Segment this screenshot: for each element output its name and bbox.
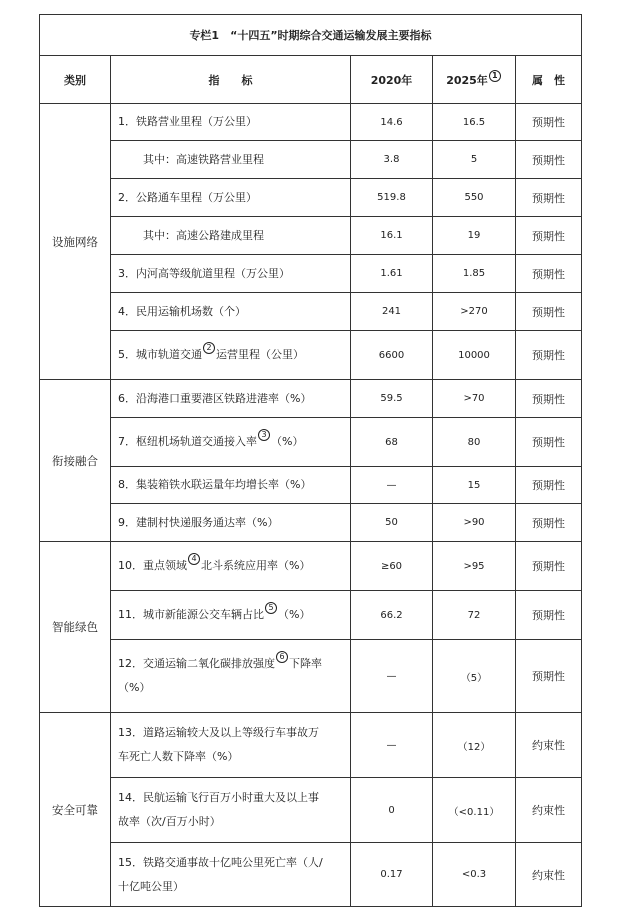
property-cell: 预期性 bbox=[516, 217, 582, 255]
header-category: 类别 bbox=[40, 56, 111, 104]
header-2025 bbox=[433, 56, 516, 104]
property-cell: 预期性 bbox=[516, 141, 582, 179]
table-row bbox=[40, 380, 582, 418]
value-2025: 16.5 bbox=[433, 104, 516, 141]
indicator-text-tail: （%） bbox=[278, 608, 311, 621]
value-2025: >70 bbox=[433, 380, 516, 418]
table-row bbox=[40, 713, 582, 778]
indicator-cell bbox=[111, 778, 351, 843]
indicator-cell: 8．集装箱铁水联运量年均增长率（%） bbox=[111, 467, 351, 504]
footnote-5-marker: 5 bbox=[265, 602, 277, 614]
value-2025: >90 bbox=[433, 504, 516, 542]
value-2020: — bbox=[351, 713, 433, 778]
value-2025: >270 bbox=[433, 293, 516, 331]
value-2025: （12） bbox=[433, 713, 516, 778]
value-2025: 550 bbox=[433, 179, 516, 217]
indicator-text: 10．重点领域 bbox=[118, 559, 187, 572]
value-2020: 0 bbox=[351, 778, 433, 843]
header-2025-label: 2025年 bbox=[446, 73, 488, 87]
property-cell: 预期性 bbox=[516, 504, 582, 542]
property-cell: 预期性 bbox=[516, 542, 582, 591]
header-row bbox=[40, 56, 582, 104]
property-cell: 预期性 bbox=[516, 104, 582, 141]
value-2020: — bbox=[351, 640, 433, 713]
property-cell: 约束性 bbox=[516, 778, 582, 843]
property-cell: 预期性 bbox=[516, 591, 582, 640]
table-row bbox=[40, 255, 582, 293]
header-property: 属 性 bbox=[516, 56, 582, 104]
indicator-cell bbox=[111, 331, 351, 380]
header-indicator: 指 标 bbox=[111, 56, 351, 104]
value-2025: 19 bbox=[433, 217, 516, 255]
value-2020: 14.6 bbox=[351, 104, 433, 141]
indicator-cell bbox=[111, 843, 351, 907]
indicator-table bbox=[39, 14, 582, 907]
value-2020: — bbox=[351, 467, 433, 504]
table-row bbox=[40, 141, 582, 179]
indicator-text: 12．交通运输二氧化碳排放强度 bbox=[118, 657, 275, 670]
indicator-cell: 6．沿海港口重要港区铁路进港率（%） bbox=[111, 380, 351, 418]
value-2025: 72 bbox=[433, 591, 516, 640]
category-smart-green: 智能绿色 bbox=[40, 542, 111, 713]
table-row bbox=[40, 640, 582, 713]
value-2020: 0.17 bbox=[351, 843, 433, 907]
category-infrastructure: 设施网络 bbox=[40, 104, 111, 380]
indicator-cell bbox=[111, 713, 351, 778]
indicator-cell: 其中：高速公路建成里程 bbox=[111, 217, 351, 255]
indicator-text: 13．道路运输较大及以上等级行车事故万 bbox=[118, 726, 319, 739]
footnote-1-marker: 1 bbox=[489, 70, 501, 82]
indicator-cell bbox=[111, 640, 351, 713]
table-row bbox=[40, 843, 582, 907]
indicator-text-line2: 故率（次/百万小时） bbox=[118, 815, 221, 828]
value-2025: （<0.11） bbox=[433, 778, 516, 843]
indicator-text-line2: （%） bbox=[118, 681, 151, 694]
indicator-text-line2: 十亿吨公里） bbox=[118, 879, 184, 893]
footnote-3-marker: 3 bbox=[258, 429, 270, 441]
indicator-text-tail: （%） bbox=[271, 435, 304, 448]
value-2020: 66.2 bbox=[351, 591, 433, 640]
table-row bbox=[40, 467, 582, 504]
indicator-cell: 1．铁路营业里程（万公里） bbox=[111, 104, 351, 141]
footnote-4-marker: 4 bbox=[188, 553, 200, 565]
value-2025: 10000 bbox=[433, 331, 516, 380]
value-2020: 6600 bbox=[351, 331, 433, 380]
indicator-text-tail: 北斗系统应用率（%） bbox=[201, 559, 311, 572]
footnote-6-marker: 6 bbox=[276, 651, 288, 663]
indicator-cell: 2．公路通车里程（万公里） bbox=[111, 179, 351, 217]
indicator-text-tail: 运营里程（公里） bbox=[216, 348, 304, 361]
value-2025: >95 bbox=[433, 542, 516, 591]
value-2020: 1.61 bbox=[351, 255, 433, 293]
indicator-text: 5．城市轨道交通 bbox=[118, 348, 202, 361]
indicator-text: 15．铁路交通事故十亿吨公里死亡率（人/ bbox=[118, 855, 323, 869]
table-row bbox=[40, 217, 582, 255]
indicator-text-tail: 下降率 bbox=[289, 657, 322, 670]
indicator-cell: 3．内河高等级航道里程（万公里） bbox=[111, 255, 351, 293]
property-cell: 预期性 bbox=[516, 467, 582, 504]
indicator-text: 11．城市新能源公交车辆占比 bbox=[118, 608, 264, 621]
table-row bbox=[40, 331, 582, 380]
value-2020: 519.8 bbox=[351, 179, 433, 217]
property-cell: 预期性 bbox=[516, 418, 582, 467]
property-cell: 约束性 bbox=[516, 843, 582, 907]
indicator-text: 7．枢纽机场轨道交通接入率 bbox=[118, 435, 257, 448]
table-row bbox=[40, 418, 582, 467]
value-2020: 16.1 bbox=[351, 217, 433, 255]
property-cell: 预期性 bbox=[516, 179, 582, 217]
property-cell: 约束性 bbox=[516, 713, 582, 778]
indicator-text-line2: 车死亡人数下降率（%） bbox=[118, 750, 239, 763]
property-cell: 预期性 bbox=[516, 640, 582, 713]
table-row bbox=[40, 778, 582, 843]
property-cell: 预期性 bbox=[516, 293, 582, 331]
value-2020: 68 bbox=[351, 418, 433, 467]
header-2020: 2020年 bbox=[351, 56, 433, 104]
value-2025: <0.3 bbox=[433, 843, 516, 907]
value-2020: 50 bbox=[351, 504, 433, 542]
value-2025: 1.85 bbox=[433, 255, 516, 293]
value-2025: 5 bbox=[433, 141, 516, 179]
indicator-cell bbox=[111, 542, 351, 591]
category-integration: 衔接融合 bbox=[40, 380, 111, 542]
property-cell: 预期性 bbox=[516, 255, 582, 293]
property-cell: 预期性 bbox=[516, 331, 582, 380]
table-row bbox=[40, 179, 582, 217]
table-row bbox=[40, 591, 582, 640]
value-2020: ≥60 bbox=[351, 542, 433, 591]
indicator-cell: 9．建制村快递服务通达率（%） bbox=[111, 504, 351, 542]
value-2020: 3.8 bbox=[351, 141, 433, 179]
property-cell: 预期性 bbox=[516, 380, 582, 418]
table-title: 专栏1 “十四五”时期综合交通运输发展主要指标 bbox=[40, 15, 582, 56]
indicator-cell: 4．民用运输机场数（个） bbox=[111, 293, 351, 331]
value-2025: 80 bbox=[433, 418, 516, 467]
value-2020: 241 bbox=[351, 293, 433, 331]
indicator-text: 14．民航运输飞行百万小时重大及以上事 bbox=[118, 791, 319, 804]
indicator-cell bbox=[111, 591, 351, 640]
indicator-cell bbox=[111, 418, 351, 467]
table-row bbox=[40, 542, 582, 591]
footnote-2-marker: 2 bbox=[203, 342, 215, 354]
indicator-cell: 其中：高速铁路营业里程 bbox=[111, 141, 351, 179]
table-row bbox=[40, 504, 582, 542]
value-2020: 59.5 bbox=[351, 380, 433, 418]
table-row bbox=[40, 104, 582, 141]
value-2025: （5） bbox=[433, 640, 516, 713]
category-safety: 安全可靠 bbox=[40, 713, 111, 907]
value-2025: 15 bbox=[433, 467, 516, 504]
table-row bbox=[40, 293, 582, 331]
